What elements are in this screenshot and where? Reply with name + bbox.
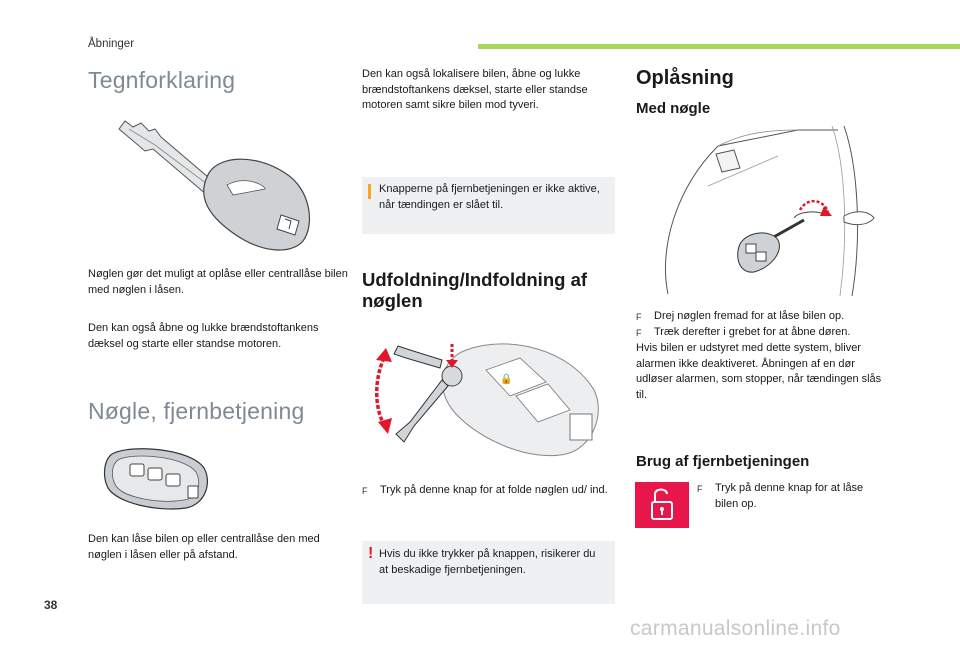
key-illustration xyxy=(115,115,315,255)
door-key-illustration xyxy=(648,126,888,296)
key-bullet-1 xyxy=(636,309,896,325)
svg-text:🔒: 🔒 xyxy=(500,374,513,385)
remote-key-illustration xyxy=(100,442,212,514)
bullet-marker: F xyxy=(636,312,642,322)
legend-para-1: Nøglen gør det muligt at oplåse eller centrallåse bilen med nøglen i låsen. xyxy=(88,268,348,296)
key-bullet-2 xyxy=(636,325,896,341)
watermark: carmanualsonline.info xyxy=(630,617,841,640)
info-note xyxy=(362,177,615,234)
warning-note-text: Hvis du ikke trykker på knappen, risikerer du at beskadige fjernbetjeningen. xyxy=(379,548,596,576)
unfold-bullet xyxy=(362,483,612,499)
info-marker xyxy=(368,184,371,199)
subheading-remote-use: Brug af fjernbetjeningen xyxy=(636,453,810,470)
remote-features-para: Den kan også lokalisere bilen, åbne og lukke brændstoftankens dæksel, starte eller standse motoren samt sikre bilen mod tyveri. xyxy=(362,68,588,111)
page-number: 38 xyxy=(44,598,58,612)
remote-bullet-text: Tryk på denne knap for at låse bilen op. xyxy=(715,482,864,510)
unlock-button-icon xyxy=(635,482,689,528)
warning-note xyxy=(362,541,615,604)
bullet-marker: F xyxy=(636,328,642,338)
key-bullet-1-text: Drej nøglen fremad for at låse bilen op. xyxy=(654,310,845,322)
section-label: Åbninger xyxy=(88,38,135,50)
remote-key-para: Den kan låse bilen op eller centrallåse den med nøglen i låsen eller på afstand. xyxy=(88,533,320,561)
legend-para-2: Den kan også åbne og lukke brændstoftankens dæksel og starte eller standse motoren. xyxy=(88,322,319,350)
title-remote-key: Nøgle, fjernbetjening xyxy=(88,398,305,424)
key-unfold-illustration xyxy=(370,330,610,465)
unfold-bullet-text: Tryk på denne knap for at folde nøglen ud/ ind. xyxy=(380,484,608,496)
warning-marker: ! xyxy=(368,545,374,562)
bullet-marker: F xyxy=(362,486,368,496)
alarm-para: Hvis bilen er udstyret med dette system, bliver alarmen ikke deaktiveret. Åbningen af en dør udløser alarmen, som stopper, når tændingen slås til. xyxy=(636,342,882,401)
heading-unfold-fold: Udfoldning/Indfoldning af nøglen xyxy=(362,269,588,311)
heading-unlocking: Oplåsning xyxy=(636,67,734,89)
info-note-text: Knapperne på fjernbetjeningen er ikke aktive, når tændingen er slået til. xyxy=(379,183,600,211)
title-legend: Tegnforklaring xyxy=(88,67,236,93)
bullet-marker: F xyxy=(697,484,703,494)
subheading-with-key: Med nøgle xyxy=(636,100,711,117)
section-accent-bar xyxy=(478,44,960,49)
remote-bullet xyxy=(697,481,887,512)
key-bullet-2-text: Træk derefter i grebet for at åbne døren. xyxy=(654,326,851,338)
